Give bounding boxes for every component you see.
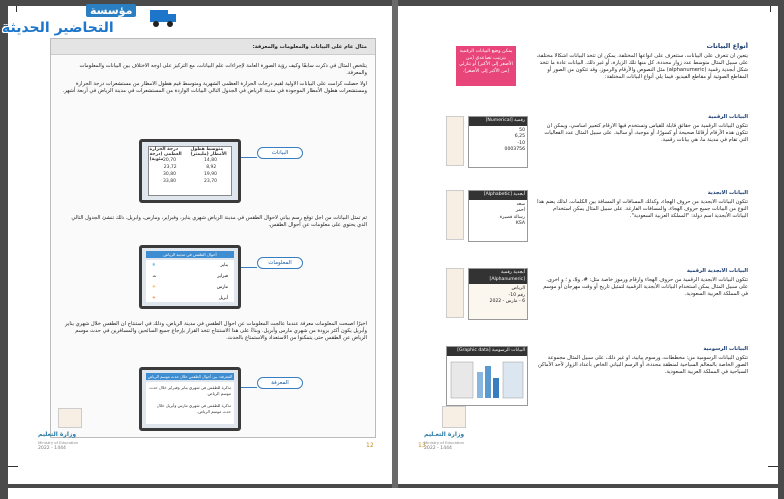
- card-header: أبجدية [Alphabetic]: [469, 191, 527, 200]
- left-page: [8, 6, 392, 484]
- paragraph: أولاً حصلت كرامت على البيانات الأولية لقيم درجات الحرارة العظمى الشهرية ومتوسط قيم هطول الأمطار من مستشعرات درجة الحرارة ومستشعرات هطول الأمطار الموجودة في مدينة الرياض في الجدول التالي البيانات الواردة من المستشعرات في مدينة الرياض في أربعة أشهر.: [62, 81, 367, 94]
- logo-text-top: مؤسسة: [86, 4, 136, 17]
- card-header: أبجدية رقمية [Alphanumeric]: [469, 269, 527, 284]
- books-graphic: [442, 406, 466, 428]
- table-row: [149, 178, 231, 185]
- footer-year: 2022 - 1444: [38, 446, 66, 451]
- data-monitor: [139, 139, 241, 203]
- month-label: أبريل: [218, 296, 228, 301]
- cloud-icon: ☁: [152, 274, 157, 279]
- card-line: 6 - مارس - 2022: [489, 299, 525, 304]
- publisher-logo: [0, 0, 180, 40]
- next-spread-strip: [8, 488, 778, 499]
- books-graphic: [446, 190, 464, 240]
- alphabetic-card: [468, 190, 528, 242]
- paragraph: يتلخص المثال في ذكرت سابقًا وكيف رؤية الصورة العامة لإجراءات علم البيانات، مع التركيز على أوجه الاختلاف بين البيانات والمعلومات والمعرفة.: [79, 63, 367, 76]
- table-row: [149, 164, 231, 171]
- knowledge-label: المعرفة: [257, 377, 303, 389]
- table-cell: 33,80: [163, 179, 176, 184]
- section-title: البيانات الأبجدية الرقمية: [686, 268, 748, 274]
- info-label: المعلومات: [257, 257, 303, 269]
- page-number: 13: [418, 442, 426, 449]
- pink-note: يمكن وضع البيانات الرقمية بترتيب تصاعدي (من الأصغر إلى الأكبر) أو تنازلي (من الأكبر إلى الأصغر).: [456, 46, 516, 86]
- graphic-card: [446, 346, 528, 406]
- section-body: تتكون البيانات الرسومية من: مخططات، ورسوم بيانية، أو غير ذلك، على سبيل المثال مجموعة الصور الخاصة بالمعالم السياحية لمنطقة محددة، أو الرسم البياني الخاص بأعداد الزوار لأحد الأماكن السياحية في المملكة العربية السعودية.: [537, 355, 748, 375]
- info-list: [146, 260, 234, 302]
- crop-mark: [768, 466, 778, 467]
- card-header: رقمية [Numerical]: [469, 117, 527, 126]
- graphic-data-illustration: [449, 358, 525, 402]
- alphanumeric-card: [468, 268, 528, 320]
- table-cell: 23,72: [163, 165, 177, 170]
- building-icon: [451, 362, 473, 398]
- month-label: فبراير: [217, 274, 228, 279]
- knowledge-title: المعرفة: بين أحوال الطقس خلال حدث موسم الرياض: [147, 374, 233, 379]
- card-line: 6,25: [514, 134, 525, 139]
- section-title: البيانات الأبجدية: [707, 190, 748, 196]
- ministry-name-en: Ministry of Education: [424, 440, 465, 445]
- knowledge-line: تذكرة للطقس في شهري يناير وفبراير خلال حدث موسم الرياض.: [149, 385, 231, 396]
- right-page: [398, 6, 778, 484]
- data-label: البيانات: [257, 147, 303, 159]
- books-graphic: [446, 268, 464, 318]
- section-title: البيانات الرسومية: [703, 346, 748, 352]
- knowledge-line: تذكرة للطقس في شهري مارس وأبريل خلال حدث موسم الرياض.: [156, 403, 231, 414]
- table-cell: 14,80: [204, 158, 217, 163]
- bar-icon: [477, 372, 483, 398]
- table-cell: 20,70: [163, 158, 176, 163]
- crop-mark: [770, 6, 771, 12]
- month-label: يناير: [220, 263, 228, 268]
- table-header: درجة الحرارة العظمى (درجة مئوية): [149, 147, 182, 162]
- table-cell: 23,70: [204, 179, 217, 184]
- connector-line: [241, 267, 257, 268]
- table-cell: 8,92: [206, 165, 217, 170]
- sun-icon: ☀: [152, 296, 156, 301]
- connector-line: [241, 157, 257, 158]
- card-header: البيانات الرسومية [Graphic data]: [447, 347, 527, 356]
- knowledge-body: [146, 382, 234, 424]
- section-body: تتكون البيانات الرقمية من حقائق قابلة للقياس وتستخدم فيها الأرقام كتعبير أساسي، ويمكن أن تتكون هذه الأرقام أرقامًا صحيحة أو كسورًا، أو موجبة، أو سالبة. على سبيل المثال عدد الفعاليات التي تقام في مدينة ما، هي بيانات رقمية.: [544, 123, 748, 143]
- crop-mark: [8, 466, 18, 467]
- connector-line: [241, 387, 257, 388]
- card-line: 50: [519, 127, 525, 133]
- page-number: 12: [366, 442, 374, 449]
- ministry-name: وزارة التعليم: [38, 431, 77, 438]
- bar-icon: [493, 378, 499, 398]
- ministry-name-en: Ministry of Education: [38, 440, 79, 445]
- table-cell: 19,90: [204, 172, 217, 177]
- example-box: [50, 38, 376, 438]
- books-graphic: [58, 408, 82, 428]
- card-line: رقم 10-: [508, 292, 525, 298]
- footer-year: 2022 - 1444: [424, 446, 452, 451]
- section-heading: أنواع البيانات: [706, 42, 748, 50]
- books-graphic: [446, 116, 464, 166]
- numeric-card: [468, 116, 528, 168]
- bar-icon: [485, 366, 491, 398]
- truck-icon: [148, 2, 178, 32]
- card-line: 0003756: [504, 147, 525, 152]
- example-box-title: مثال عام على البيانات والمعلومات والمعرفة:: [252, 44, 367, 50]
- section-body: تتكون البيانات الأبجدية الرقمية من حروف الهجاء وأرقام ورموز خاصة مثل: #، و$، و ؛ و أخرى. على سبيل المثال يمكن استخدام البيانات الأبجدية الرقمية لتمثيل تاريخ أو وقت مهرجان أو موسم في المملكة العربية السعودية.: [543, 277, 748, 297]
- data-table: [148, 146, 232, 196]
- photo-icon: [503, 362, 523, 398]
- month-label: مارس: [216, 285, 228, 290]
- table-header: متوسط هطول الأمطار (مليمتر): [190, 147, 227, 157]
- knowledge-monitor: [139, 367, 241, 431]
- ministry-name: وزارة التعـليم: [424, 431, 465, 438]
- sun-icon: ☀: [152, 285, 156, 290]
- logo-text-main: التحاضير الحديثة: [2, 20, 114, 36]
- info-title: أحوال الطقس في مدينة الرياض: [146, 251, 234, 258]
- card-line: الرياض: [511, 286, 525, 291]
- section-title: البيانات الرقمية: [708, 114, 748, 120]
- table-row: [149, 171, 231, 178]
- paragraph: أخيرًا أصبحت المعلومات معرفة عندما عالجت المعلومات عن أحوال الطقس في مدينة الرياض، وذلك في استنتاج أن الطقس خلال شهري يناير وأبريل يكون أكثر برودة من شهري مارس وأبريل. وبناءً على هذا الاستنتاج تتخذ القرار بإرجاع جميع السائحين والمسافرين في حدث موسم الرياض عن الطقس حتى يتمكنوا من الاستعداد والاستمتاع بالحدث.: [65, 321, 367, 341]
- card-line: 10-: [517, 140, 525, 146]
- intro-paragraph: يتعين أن تتعرف على البيانات، ستتعرف على أنواعها المختلفة. يمكن أن تتخذ البيانات أشكالًا مختلفة، على سبيل المثال متوسط عدد زوار محددة. كل منها تلك الزيارة، أو غير ذلك. البيانات عادة ما تتخذ شكل أبجدية رقمية (alphanumeric) مثل النصوص والأرقام والرموز، وقد تتكون من الصور أو المقاطع الصوتية أو مقاطع الفيديو. فيما يلي أنواع البيانات المختلفة:: [536, 53, 748, 80]
- card-line: سعد: [516, 201, 525, 207]
- card-line: أحمر: [515, 208, 525, 213]
- snow-icon: ❄: [152, 263, 156, 268]
- table-cell: 30,80: [163, 172, 176, 177]
- card-line: رسالة قصيرة: [499, 214, 525, 220]
- info-monitor: [139, 245, 241, 309]
- section-body: تتكون البيانات الأبجدية من حروف الهجاء، وكذلك المسافات أو المسافة بين الكلمات. لذلك يضم هذا النوع من البيانات جميع حروف الهجاء، والمسافات الفارغة. على سبيل المثال يمكن استخدام البيانات الأبجدية اسم دولة: "المملكة العربية السعودية".: [537, 199, 748, 219]
- paragraph: ثم تمثل البيانات من أجل توقع رسم بياني لأحوال الطقس في مدينة الرياض شهري يناير، وفبراير، ومارس، وأبريل. ذلك تنشئ الجدول التالي الذي يحتوي على معلومات عن أحوال الطقس.: [71, 215, 367, 228]
- card-line: KSA: [515, 221, 525, 226]
